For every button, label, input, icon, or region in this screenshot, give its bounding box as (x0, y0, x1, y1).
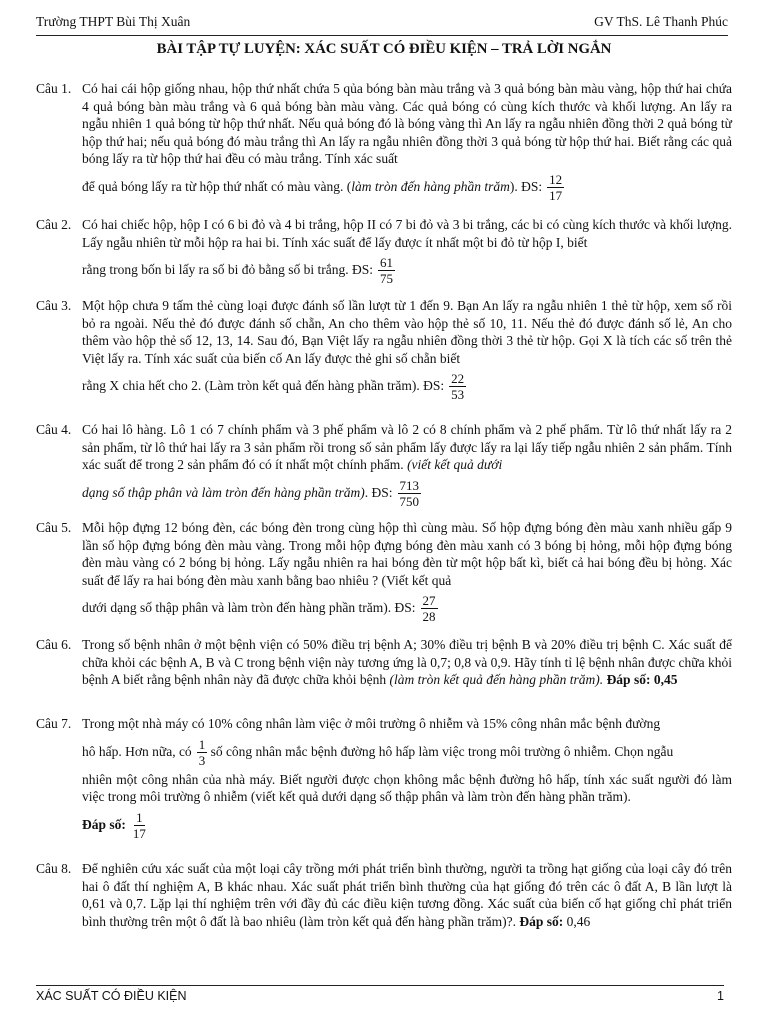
school-name: Trường THPT Bùi Thị Xuân (36, 14, 191, 29)
question-1 (36, 80, 732, 206)
question-2 (36, 216, 732, 289)
question-body (82, 636, 732, 689)
question-answer: Đáp số: $\frac{1}{17}$ (82, 809, 146, 841)
answer-value: 0,46 (566, 913, 591, 929)
answer-fraction: $\frac{713}{750}$ (399, 477, 420, 509)
question-label: Câu 1. (36, 81, 72, 96)
question-7 (36, 715, 732, 844)
question-tail: dạng số thập phân và làm tròn đến hàng phần trăm). ĐS: $\frac{713}{750}$ (82, 477, 420, 509)
answer-label: Đáp số: (606, 672, 651, 687)
question-body (82, 80, 732, 206)
question-4 (36, 421, 732, 512)
question-label: Câu 4. (36, 422, 72, 437)
question-label: Câu 5. (36, 520, 72, 535)
question-label: Câu 8. (36, 861, 72, 876)
question-line-1: Trong một nhà máy có 10% công nhân làm việc ở môi trường ô nhiễm và 15% công nhân mắc bệnh đường (82, 716, 661, 731)
question-body (82, 519, 732, 627)
page-number: 1 (717, 989, 724, 1003)
question-text: Có hai lô hàng. Lô 1 có 7 chính phẩm và 3 phế phẩm và lô 2 có 8 chính phẩm và 2 phế phẩm. Từ lô thứ nhất lấy ra 2 sản phẩm, từ lô thứ hai lấy ra 3 sản phẩm rồi trong số sản phẩm lấy được lấy ra lại lấy tiếp ngẫu nhiên 2 sản phẩm. Tính xác suất để trong 2 sản phẩm đó có ít nhất một chính phẩm. (viết kết quả dưới (82, 422, 732, 472)
question-text: Một hộp chưa 9 tấm thẻ cùng loại được đánh số lần lượt từ 1 đến 9. Bạn An lấy ra ngẫu nhiên 1 thẻ từ hộp, xem số rồi bỏ ra ngoài. Nếu thẻ đó được đánh số chẵn, An cho thêm vào hộp thẻ số 10, 11. Nếu thẻ đó được đánh số lẻ, An cho thêm vào hộp thẻ số 12, 13, 14. Sau đó, Bạn Việt lấy ra ngẫu nhiên đồng thời 3 thẻ từ hộp. Gọi X là tích các số trên thẻ Việt lấy ra. Tính xác suất của biến cố An lấy được thẻ ghi số chẵn biết (82, 298, 732, 366)
answer-fraction: $\frac{27}{28}$ (422, 593, 436, 625)
page-title: BÀI TẬP TỰ LUYỆN: XÁC SUẤT CÓ ĐIỀU KIỆN – TRẢ LỜI NGẮN (156, 41, 612, 57)
question-text: nhiên một công nhân của nhà máy. Biết người được chọn không mắc bệnh đường hô hấp, tính xác suất người đó làm việc trong môi trường ô nhiễm (viết kết quả dưới dạng số thập phân và làm tròn đến hàng phần trăm). (82, 771, 732, 804)
question-label: Câu 2. (36, 217, 72, 232)
question-text: Có hai cái hộp giống nhau, hộp thứ nhất chứa 5 qủa bóng bàn màu trắng và 3 quả bóng bàn màu vàng, hộp thứ hai chứa 4 quả bóng bàn màu trắng và 6 quả bóng bàn màu vàng. Các quả bóng có cùng kích thước và khối lượng. An lấy ra ngẫu nhiên 1 quả bóng từ hộp thứ nhất. Nếu quả bóng đó là bóng vàng thì An lấy ra ngẫu nhiên đồng thời 2 quả bóng từ hộp thứ hai; nếu quả bóng đó màu trắng thì An lấy ra ngẫu nhiên đồng thời 3 quả bóng từ hộp thứ hai. Biết rằng các quả bóng lấy ra từ hộp thứ hai đều có màu trắng. Tính xác suất (82, 81, 732, 166)
answer-fraction: $\frac{22}{53}$ (451, 371, 465, 403)
question-3 (36, 297, 732, 405)
footer-topic: XÁC SUẤT CÓ ĐIỀU KIỆN (36, 989, 187, 1003)
page-header (36, 14, 728, 36)
inline-fraction: $\frac{1}{3}$ (198, 736, 206, 768)
question-body (82, 715, 732, 844)
answer-value: 0,45 (653, 672, 678, 687)
question-text: Trong số bệnh nhân ở một bệnh viện có 50% điều trị bệnh A; 30% điều trị bệnh B và 20% điều trị bệnh C. Xác suất để chữa khỏi các bệnh A, B và C trong bệnh viện này tương ứng là 0,7; 0,8 và 0,9. Hãy tính tỉ lệ bệnh nhân được chữa khỏi bệnh A biết rằng bệnh nhân này đã được chữa khỏi bệnh (làm tròn kết quả đến hàng phần trăm). Đáp số: 0,45 (82, 637, 732, 687)
question-label: Câu 6. (36, 637, 72, 652)
question-tail: để quả bóng lấy ra từ hộp thứ nhất có màu vàng. (làm tròn đến hàng phần trăm). ĐS: $\frac{12}{17}$ (82, 171, 563, 203)
question-text: Mỗi hộp đựng 12 bóng đèn, các bóng đèn trong cùng hộp thì cùng màu. Số hộp đựng bóng đèn màu xanh nhiều gấp 9 lần số hộp đựng bóng đèn màu vàng. Trong mỗi hộp đựng bóng đèn màu xanh có 3 bóng bị hỏng, mỗi hộp đựng bóng đèn màu vàng có 2 bóng bị hỏng. Lấy ngẫu nhiên ra hai bóng đèn từ một hộp bất kì, biết cả hai bóng đều bị hỏng. Xác suất để lấy ra hai bóng đèn màu xanh bằng bao nhiêu ? (Viết kết quả (82, 520, 732, 588)
question-body (82, 421, 732, 512)
page-footer (36, 985, 724, 1003)
question-line-2: hô hấp. Hơn nữa, có $\frac{1}{3}$ số công nhân mắc bệnh đường hô hấp làm việc trong môi trường ô nhiễm. Chọn ngẫu (82, 736, 674, 768)
question-8 (36, 860, 732, 930)
answer-label: Đáp số: (519, 913, 564, 929)
question-5 (36, 519, 732, 627)
answer-fraction: $\frac{61}{75}$ (379, 255, 393, 287)
question-body (82, 860, 732, 930)
question-body (82, 297, 732, 405)
question-tail: rằng X chia hết cho 2. (Làm tròn kết quả đến hàng phần trăm). ĐS: $\frac{22}{53}$ (82, 371, 465, 403)
answer-fraction: $\frac{12}{17}$ (549, 171, 563, 203)
teacher-name: GV ThS. Lê Thanh Phúc (594, 14, 728, 29)
question-text: Để nghiên cứu xác suất của một loại cây trồng mới phát triển bình thường, người ta trồng hạt giống của loại cây đó trên hai ô đất thí nghiệm A, B khác nhau. Xác suất phát triển bình thường của hạt giống đó trên các ô đất A, B lần lượt là 0,61 và 0,7. Lặp lại thí nghiệm trên với đầy đủ các điều kiện tương đồng. Xác suất của biến cố hạt giống chỉ phát triển bình thường trên một ô đất là bao nhiêu (làm tròn kết quả đến hàng phần trăm)?. Đáp số: 0,46 (82, 861, 732, 929)
question-6 (36, 636, 732, 689)
question-tail: rằng trong bốn bi lấy ra số bi đỏ bằng số bi trắng. ĐS: $\frac{61}{75}$ (82, 255, 393, 287)
question-label: Câu 3. (36, 298, 72, 313)
question-text: Có hai chiếc hộp, hộp I có 6 bi đỏ và 4 bi trắng, hộp II có 7 bi đỏ và 3 bi trắng, các bi có cùng kích thước và khối lượng. Lấy ngẫu nhiên từ mỗi hộp ra hai bi. Tính xác suất để lấy được ít nhất một bi đỏ từ hộp I, biết (82, 217, 732, 250)
answer-fraction: $\frac{1}{17}$ (132, 809, 146, 841)
question-body (82, 216, 732, 289)
question-label: Câu 7. (36, 716, 72, 731)
question-tail: dưới dạng số thập phân và làm tròn đến hàng phần trăm). ĐS: $\frac{27}{28}$ (82, 593, 436, 625)
